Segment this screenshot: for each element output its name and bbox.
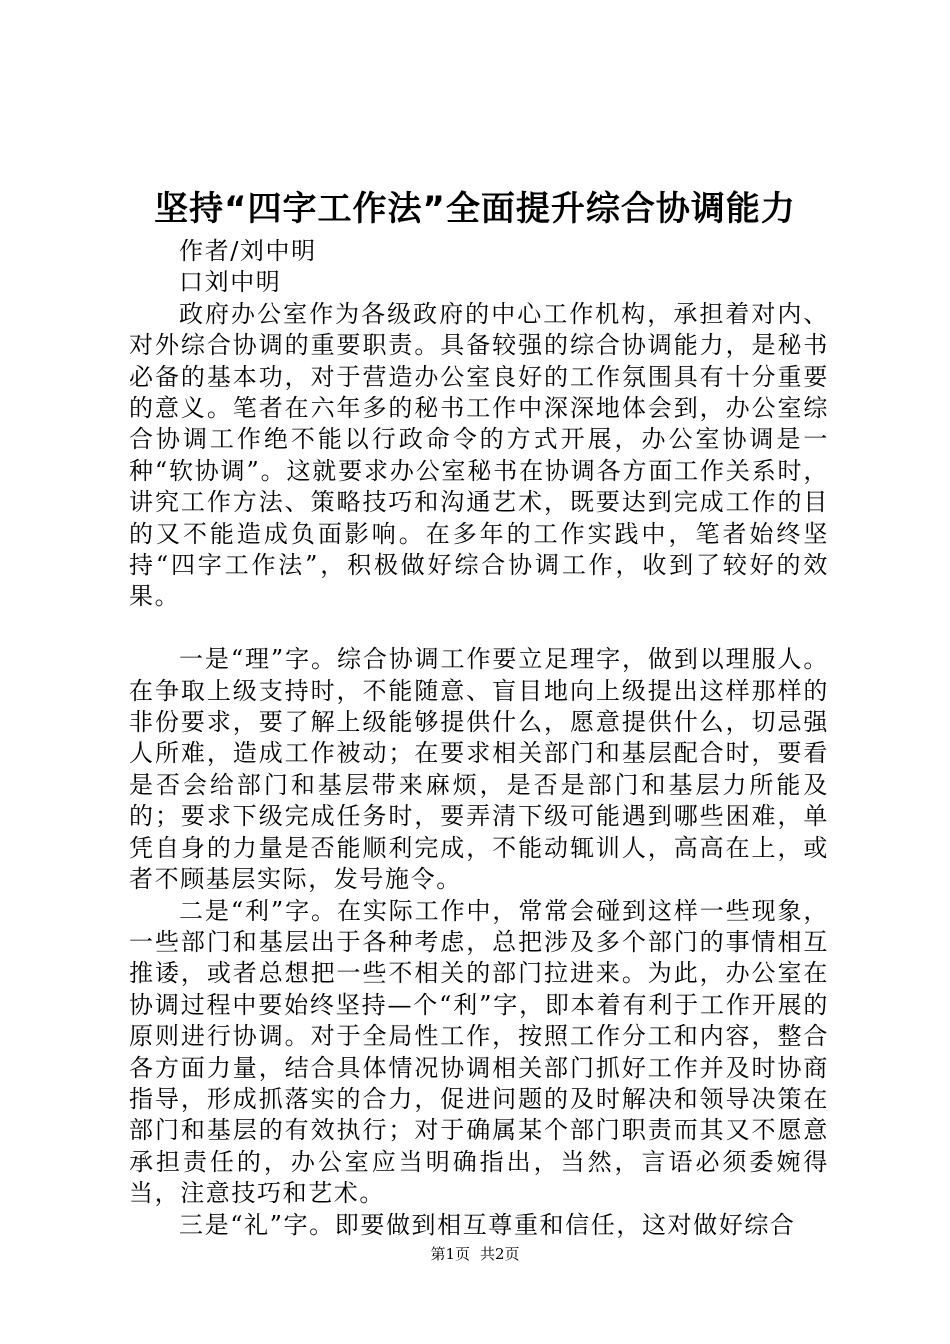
page-total: 共2页 bbox=[480, 1245, 520, 1263]
page-number: 第1页 bbox=[430, 1245, 470, 1263]
paragraph-li-courtesy: 三是“礼”字。即要做到相互尊重和信任，这对做好综合 bbox=[179, 1210, 796, 1239]
document-title: 坚持“四字工作法”全面提升综合协调能力 bbox=[154, 189, 796, 229]
paragraph-li: 一是“理”字。综合协调工作要立足理字，做到以理服人。在争取上级支持时，不能随意、盲目地向上级提出这样那样的非份要求，要了解上级能够提供什么，愿意提供什么，切忌强人所难，造成工作被动；在要求相关部门和基层配合时，要看是否会给部门和基层带来麻烦，是否是部门和基层力所能及的；要求下级完成任务时，要弄清下级可能遇到哪些困难，单凭自身的力量是否能顺利完成，不能动辄训人，高高在上，或者不顾基层实际，发号施令。 bbox=[129, 645, 829, 894]
page-footer bbox=[0, 1244, 950, 1264]
author-line: 作者/刘中明 bbox=[179, 237, 317, 265]
byline: 口刘中明 bbox=[179, 268, 282, 297]
document-body bbox=[129, 236, 829, 1241]
paragraph-li-benefit: 二是“利”字。在实际工作中，常常会碰到这样一些现象，一些部门和基层出于各种考虑，总把涉及多个部门的事情相互推诿，或者总想把一些不相关的部门拉进来。为此，办公室在协调过程中要始终坚持—个“利”字，即本着有利于工作开展的原则进行协调。对于全局性工作，按照工作分工和内容，整合各方面力量，结合具体情况协调相关部门抓好工作并及时协商指导，形成抓落实的合力，促进问题的及时解决和领导决策在部门和基层的有效执行；对于确属某个部门职责而其又不愿意承担责任的，办公室应当明确指出，当然，言语必须委婉得当，注意技巧和艺术。 bbox=[129, 896, 829, 1208]
paragraph-intro: 政府办公室作为各级政府的中心工作机构，承担着对内、对外综合协调的重要职责。具备较强的综合协调能力，是秘书必备的基本功，对于营造办公室良好的工作氛围具有十分重要的意义。笔者在六年多的秘书工作中深深地体会到，办公室综合协调工作绝不能以行政命令的方式开展，办公室协调是一种“软协调”。这就要求办公室秘书在协调各方面工作关系时，讲究工作方法、策略技巧和沟通艺术，既要达到完成工作的目的又不能造成负面影响。在多年的工作实践中，笔者始终坚持“四字工作法”，积极做好综合协调工作，收到了较好的效果。 bbox=[129, 299, 829, 611]
